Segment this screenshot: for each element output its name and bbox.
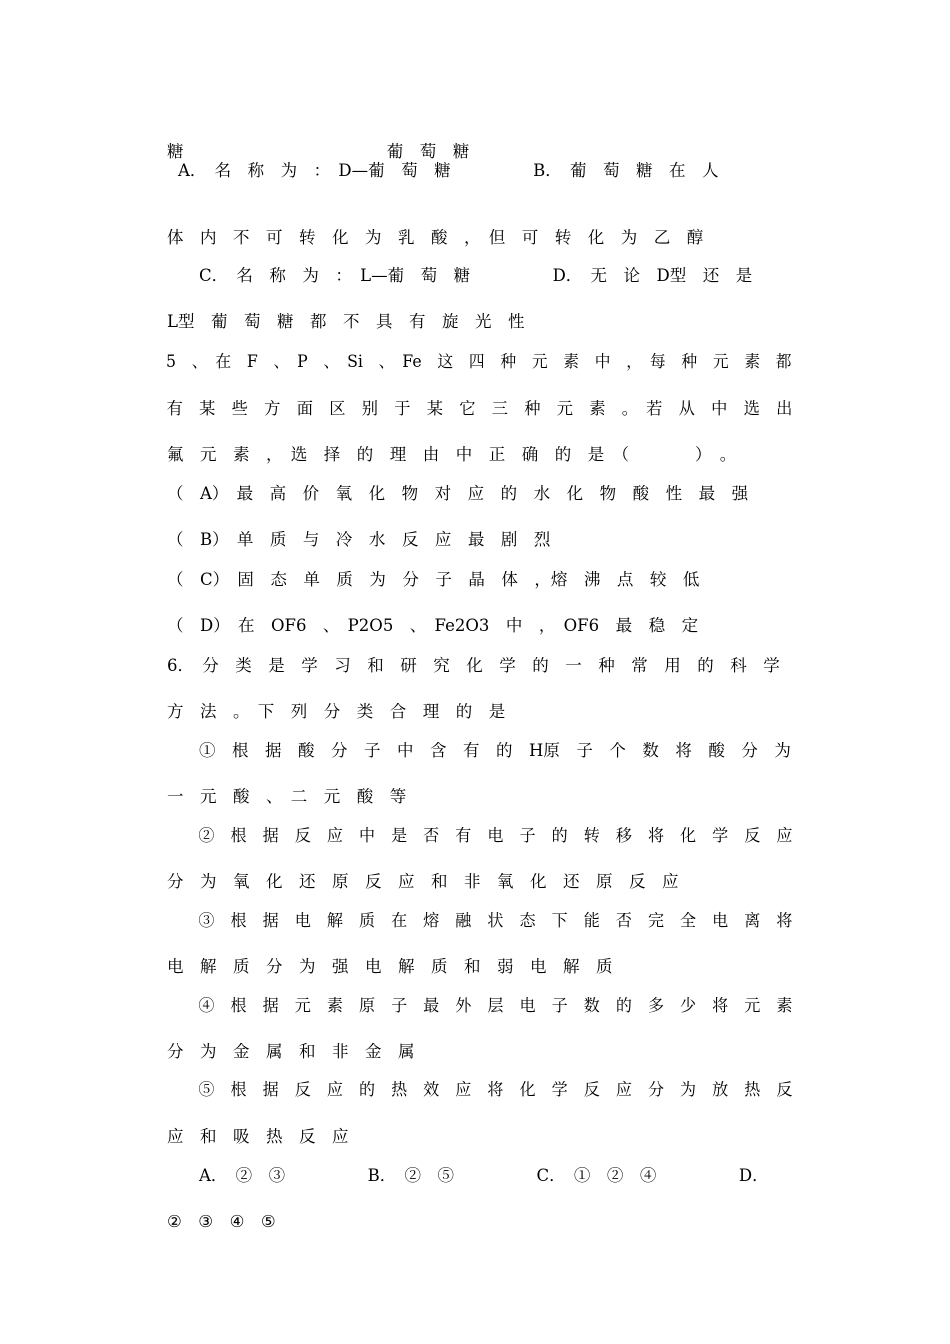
q6-option-d-continued	[146, 1192, 276, 1252]
text-line: 分 为 金 属 和 非 金 属	[166, 1042, 415, 1061]
text-line: 5 、 在 F 、 P 、 Si 、 Fe 这 四 种 元 素 中 ， 每 种 元 素 都	[166, 352, 792, 371]
text-line: ④ 根 据 元 素 原 子 最 外 层 电 子 数 的 多 少 将 元 素	[198, 996, 793, 1015]
text-line: ③ 根 据 电 解 质 在 熔 融 状 态 下 能 否 完 全 电 离 将	[198, 911, 793, 930]
text-line: 电 解 质 分 为 强 电 解 质 和 弱 电 解 质	[166, 957, 613, 976]
q4-options-a-b	[178, 161, 790, 181]
text-line: 分 为 氧 化 还 原 反 应 和 非 氧 化 还 原 反 应	[166, 872, 679, 891]
text-line: （ C） 固 态 单 质 为 分 子 晶 体 ，熔 沸 点 较 低	[166, 570, 700, 589]
text-line: 方 法 。 下 列 分 类 合 理 的 是	[166, 702, 506, 721]
text-line: ② 根 据 反 应 中 是 否 有 电 子 的 转 移 将 化 学 反 应	[198, 826, 793, 845]
text-line: 应 和 吸 热 反 应	[166, 1127, 349, 1146]
text-line: （ B） 单 质 与 冷 水 反 应 最 剧 烈	[166, 530, 551, 549]
text-line: ⑤ 根 据 反 应 的 热 效 应 将 化 学 反 应 分 为 放 热 反	[198, 1080, 793, 1099]
text-line: 体 内 不 可 转 化 为 乳 酸 ， 但 可 转 化 为 乙 醇	[166, 228, 704, 247]
text-line: （ A） 最 高 价 氧 化 物 对 应 的 水 化 物 酸 性 最 强	[166, 484, 749, 503]
text-line: 糖 葡 萄 糖	[166, 142, 470, 161]
text-line: ① 根 据 酸 分 子 中 含 有 的 H原 子 个 数 将 酸 分 为	[198, 741, 791, 760]
text-line: 一 元 酸 、 二 元 酸 等	[166, 787, 407, 806]
text-line: C． 名 称 为 ： L—葡 萄 糖 D． 无 论 D型 还 是	[198, 266, 753, 285]
text-line: 有 某 些 方 面 区 别 于 某 它 三 种 元 素 。 若 从 中 选 出	[166, 399, 793, 418]
text-line: 6． 分 类 是 学 习 和 研 究 化 学 的 一 种 常 用 的 科 学	[166, 656, 780, 675]
text-line: A． ② ③ B． ② ⑤ C． ① ② ④ D．	[198, 1166, 769, 1185]
text-line: 氟 元 素 ， 选 择 的 理 由 中 正 确 的 是 （ ） 。	[166, 445, 737, 464]
text-line: L型 葡 萄 糖 都 不 具 有 旋 光 性	[166, 312, 525, 331]
text-line: A． 名 称 为 ： D—葡 萄 糖 B． 葡 萄 糖 在 人	[178, 161, 719, 180]
text-line: （ D） 在 OF6 、 P2O5 、 Fe2O3 中 ， OF6 最 稳 定	[166, 616, 699, 635]
text-line: ② ③ ④ ⑤	[166, 1212, 276, 1231]
